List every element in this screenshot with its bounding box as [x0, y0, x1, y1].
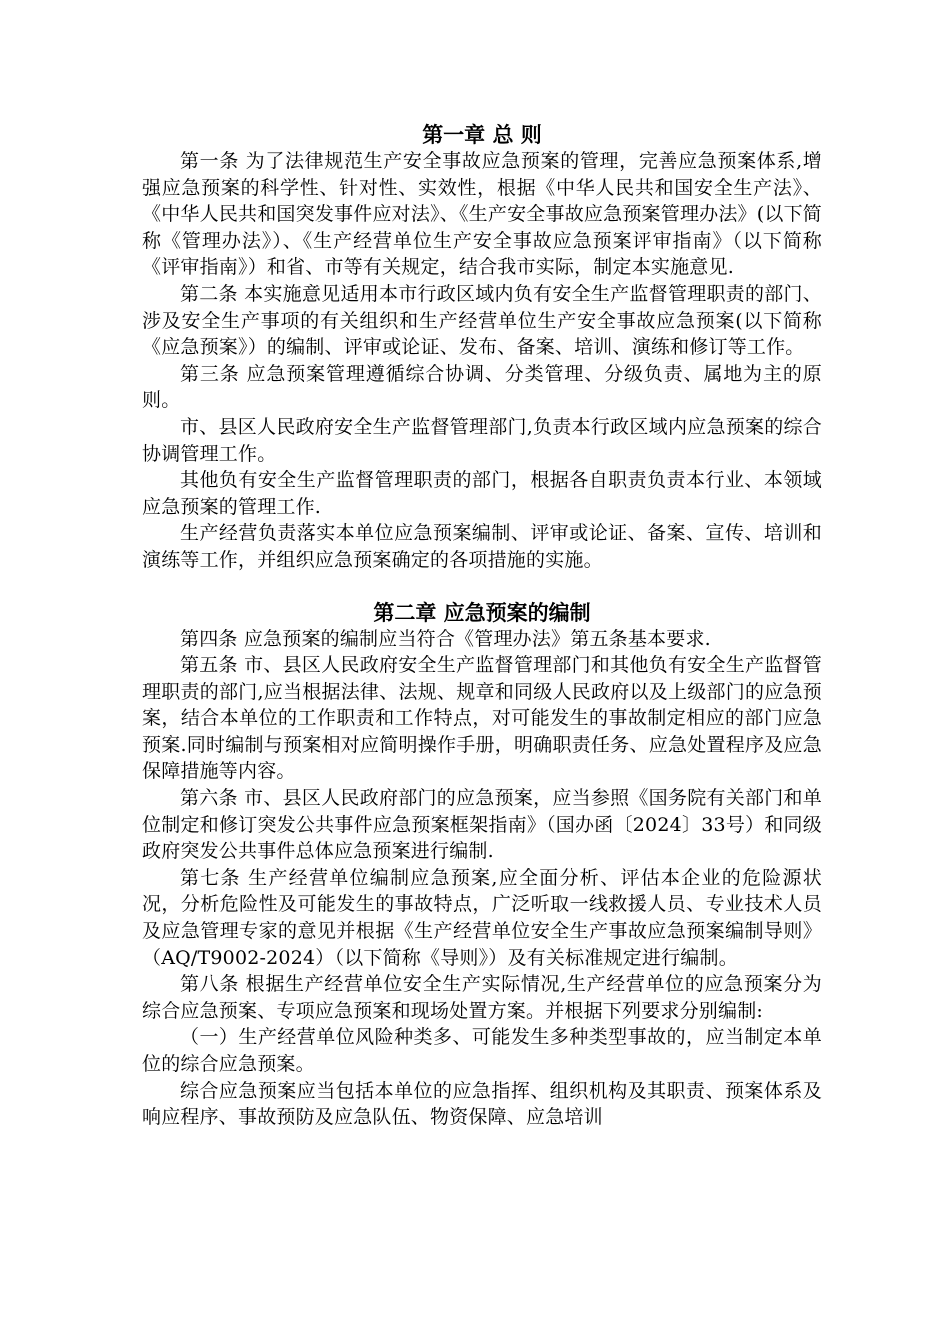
chapter-2-paragraph-6: （一）生产经营单位风险种类多、可能发生多种类型事故的，应当制定本单位的综合应急预案。 — [142, 1026, 822, 1075]
chapter-2-paragraph-7: 综合应急预案应当包括本单位的应急指挥、组织机构及其职责、预案体系及响应程序、事故预防及应急队伍、物资保障、应急培训 — [142, 1079, 822, 1129]
chapter-2-title: 第二章 应急预案的编制 — [373, 599, 591, 625]
chapter-2-paragraph-4: 第七条 生产经营单位编制应急预案,应全面分析、评估本企业的危险源状况，分析危险性及可能发生的事故特点，广泛听取一线救援人员、专业技术人员及应急管理专家的意见并根据《生产经营单位安全生产事故应急预案编制导则》（AQ/T9002-2024）（以下简称《导则》）及有关标准规定进行编制。 — [142, 866, 822, 969]
document-page — [142, 122, 822, 1131]
chapter-2-paragraph-2: 第五条 市、县区人民政府安全生产监督管理部门和其他负有安全生产监督管理职责的部门,应当根据法律、法规、规章和同级人民政府以及上级部门的应急预案，结合本单位的工作职责和工作特点，对可能发生的事故制定相应的部门应急预案.同时编制与预案相对应简明操作手册，明确职责任务、应急处置程序及应急保障措施等内容。 — [142, 654, 822, 783]
chapter-1-title: 第一章 总 则 — [422, 122, 542, 147]
chapter-1-paragraph-6: 生产经营负责落实本单位应急预案编制、评审或论证、备案、宣传、培训和演练等工作，并组织应急预案确定的各项措施的实施。 — [142, 522, 822, 571]
chapter-2-paragraph-3: 第六条 市、县区人民政府部门的应急预案，应当参照《国务院有关部门和单位制定和修订突发公共事件应急预案框架指南》（国办函〔2024〕33号）和同级政府突发公共事件总体应急预案进行编制. — [142, 787, 822, 863]
chapter-2-paragraph-5: 第八条 根据生产经营单位安全生产实际情况,生产经营单位的应急预案分为综合应急预案、专项应急预案和现场处置方案。并根据下列要求分别编制: — [142, 973, 822, 1022]
chapter-2-paragraph-1: 第四条 应急预案的编制应当符合《管理办法》第五条基本要求. — [180, 627, 711, 650]
chapter-1-paragraph-3: 第三条 应急预案管理遵循综合协调、分类管理、分级负责、属地为主的原则。 — [142, 362, 822, 412]
chapter-1-paragraph-2: 第二条 本实施意见适用本市行政区域内负有安全生产监督管理职责的部门、涉及安全生产事项的有关组织和生产经营单位生产安全事故应急预案(以下简称《应急预案》）的编制、评审或论证、发布、备案、培训、演练和修订等工作。 — [142, 282, 822, 359]
chapter-1-paragraph-5: 其他负有安全生产监督管理职责的部门，根据各自职责负责本行业、本领域应急预案的管理工作. — [142, 469, 822, 518]
chapter-1-paragraph-1: 第一条 为了法律规范生产安全事故应急预案的管理，完善应急预案体系,增强应急预案的科学性、针对性、实效性，根据《中华人民共和国安全生产法》、《中华人民共和国突发事件应对法》、《生产安全事故应急预案管理办法》(以下简称《管理办法》）、《生产经营单位生产安全事故应急预案评审指南》（以下简称《评审指南》）和省、市等有关规定，结合我市实际，制定本实施意见. — [142, 150, 822, 279]
chapter-1-paragraph-4: 市、县区人民政府安全生产监督管理部门,负责本行政区域内应急预案的综合协调管理工作。 — [142, 415, 822, 465]
